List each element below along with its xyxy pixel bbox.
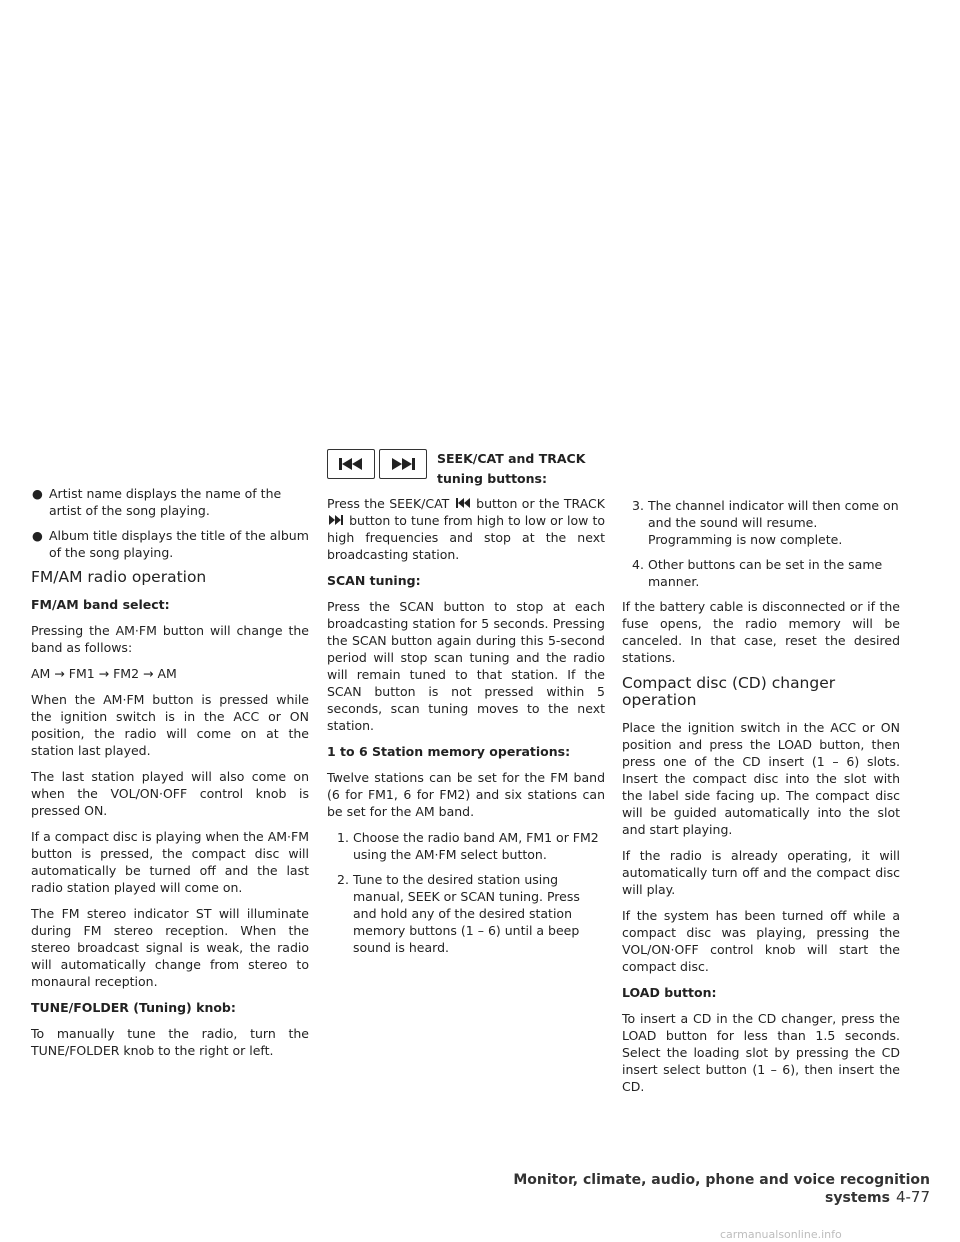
page-footer xyxy=(430,1172,930,1206)
paragraph: The FM stereo indicator ST will illuminate during FM stereo reception. When the stereo broadcast signal is weak, the radio will automatically change from stereo to monaural reception. xyxy=(31,906,309,989)
column-1 xyxy=(31,485,309,1068)
page-number: 4-77 xyxy=(895,1188,930,1206)
subheading-seek-track: SEEK/CAT and TRACK tuning buttons: xyxy=(437,451,586,486)
paragraph: Place the ignition switch in the ACC or ON position and press the LOAD button, then press one of the CD insert (1 – 6) slots. Insert the compact disc into the slot with the label side facing up. The compact disc will be guided automatically into the slot and start playing. xyxy=(622,720,900,837)
track-forward-icon xyxy=(379,449,427,479)
paragraph-seek: Press the SEEK/CAT button or the TRACK button to tune from high to low or low to high frequencies and stop at the next broadcasting station. xyxy=(327,496,605,562)
subheading-tune: TUNE/FOLDER (Tuning) knob: xyxy=(31,1000,236,1015)
paragraph: If the radio is already operating, it will automatically turn off and the compact disc will play. xyxy=(622,848,900,897)
seek-back-icon xyxy=(327,449,375,479)
paragraph: Twelve stations can be set for the FM band (6 for FM1, 6 for FM2) and six stations can be set for the AM band. xyxy=(327,770,605,819)
footer-section-title: Monitor, climate, audio, phone and voice recognition systems xyxy=(513,1172,930,1206)
paragraph: The last station played will also come on when the VOL/ON·OFF control knob is pressed ON. xyxy=(31,769,309,818)
paragraph: If the system has been turned off while a compact disc was playing, pressing the VOL/ON·OFF control knob will start the compact disc. xyxy=(622,908,900,974)
subheading-scan: SCAN tuning: xyxy=(327,573,421,588)
column-3 xyxy=(622,497,900,1104)
bullet-album: ● Album title displays the title of the album of the song playing. xyxy=(32,528,309,560)
paragraph: When the AM·FM button is pressed while the ignition switch is in the ACC or ON position, the radio will come on at the station last played. xyxy=(31,692,309,758)
paragraph: If a compact disc is playing when the AM·FM button is pressed, the compact disc will automatically be turned off and the last radio station played will come on. xyxy=(31,829,309,895)
watermark: carmanualsonline.info xyxy=(720,1228,842,1241)
section-heading-cd: Compact disc (CD) changer operation xyxy=(622,674,836,709)
bullet-dot-icon: ● xyxy=(32,528,43,543)
bullet-artist: ● Artist name displays the name of the artist of the song playing. xyxy=(32,486,282,518)
subheading-memory: 1 to 6 Station memory operations: xyxy=(327,744,571,759)
subheading-load: LOAD button: xyxy=(622,985,717,1000)
subheading-band-select: FM/AM band select: xyxy=(31,597,170,612)
paragraph: Pressing the AM·FM button will change the band as follows: xyxy=(31,623,309,655)
paragraph: To manually tune the radio, turn the TUNE/FOLDER knob to the right or left. xyxy=(31,1026,309,1058)
paragraph: To insert a CD in the CD changer, press the LOAD button for less than 1.5 seconds. Select the loading slot by pressing the CD insert select button (1 – 6), then insert the CD. xyxy=(622,1011,900,1094)
paragraph: If the battery cable is disconnected or if the fuse opens, the radio memory will be canceled. In that case, reset the desired stations. xyxy=(622,599,900,665)
section-heading-fmam: FM/AM radio operation xyxy=(31,568,207,586)
list-item: 1. Choose the radio band AM, FM1 or FM2 using the AM·FM select button. xyxy=(337,830,599,862)
paragraph: Press the SCAN button to stop at each broadcasting station for 5 seconds. Pressing the SCAN button again during this 5-second period will stop scan tuning and the radio will remain tuned to that station. If the SCAN button is not pressed within 5 seconds, scan tuning moves to the next station. xyxy=(327,599,605,733)
track-forward-icon xyxy=(329,512,343,529)
list-item: 3. The channel indicator will then come on and the sound will resume. Programming is now complete. xyxy=(632,498,899,547)
list-item: 2. Tune to the desired station using manual, SEEK or SCAN tuning. Press and hold any of the desired station memory buttons (1 – 6) until a beep sound is heard. xyxy=(337,872,580,955)
band-sequence: AM → FM1 → FM2 → AM xyxy=(31,666,177,681)
column-2 xyxy=(327,447,605,964)
bullet-dot-icon: ● xyxy=(32,486,43,501)
seek-back-icon xyxy=(456,495,470,512)
list-item: 4. Other buttons can be set in the same manner. xyxy=(632,557,883,589)
seek-track-icons xyxy=(327,449,427,479)
